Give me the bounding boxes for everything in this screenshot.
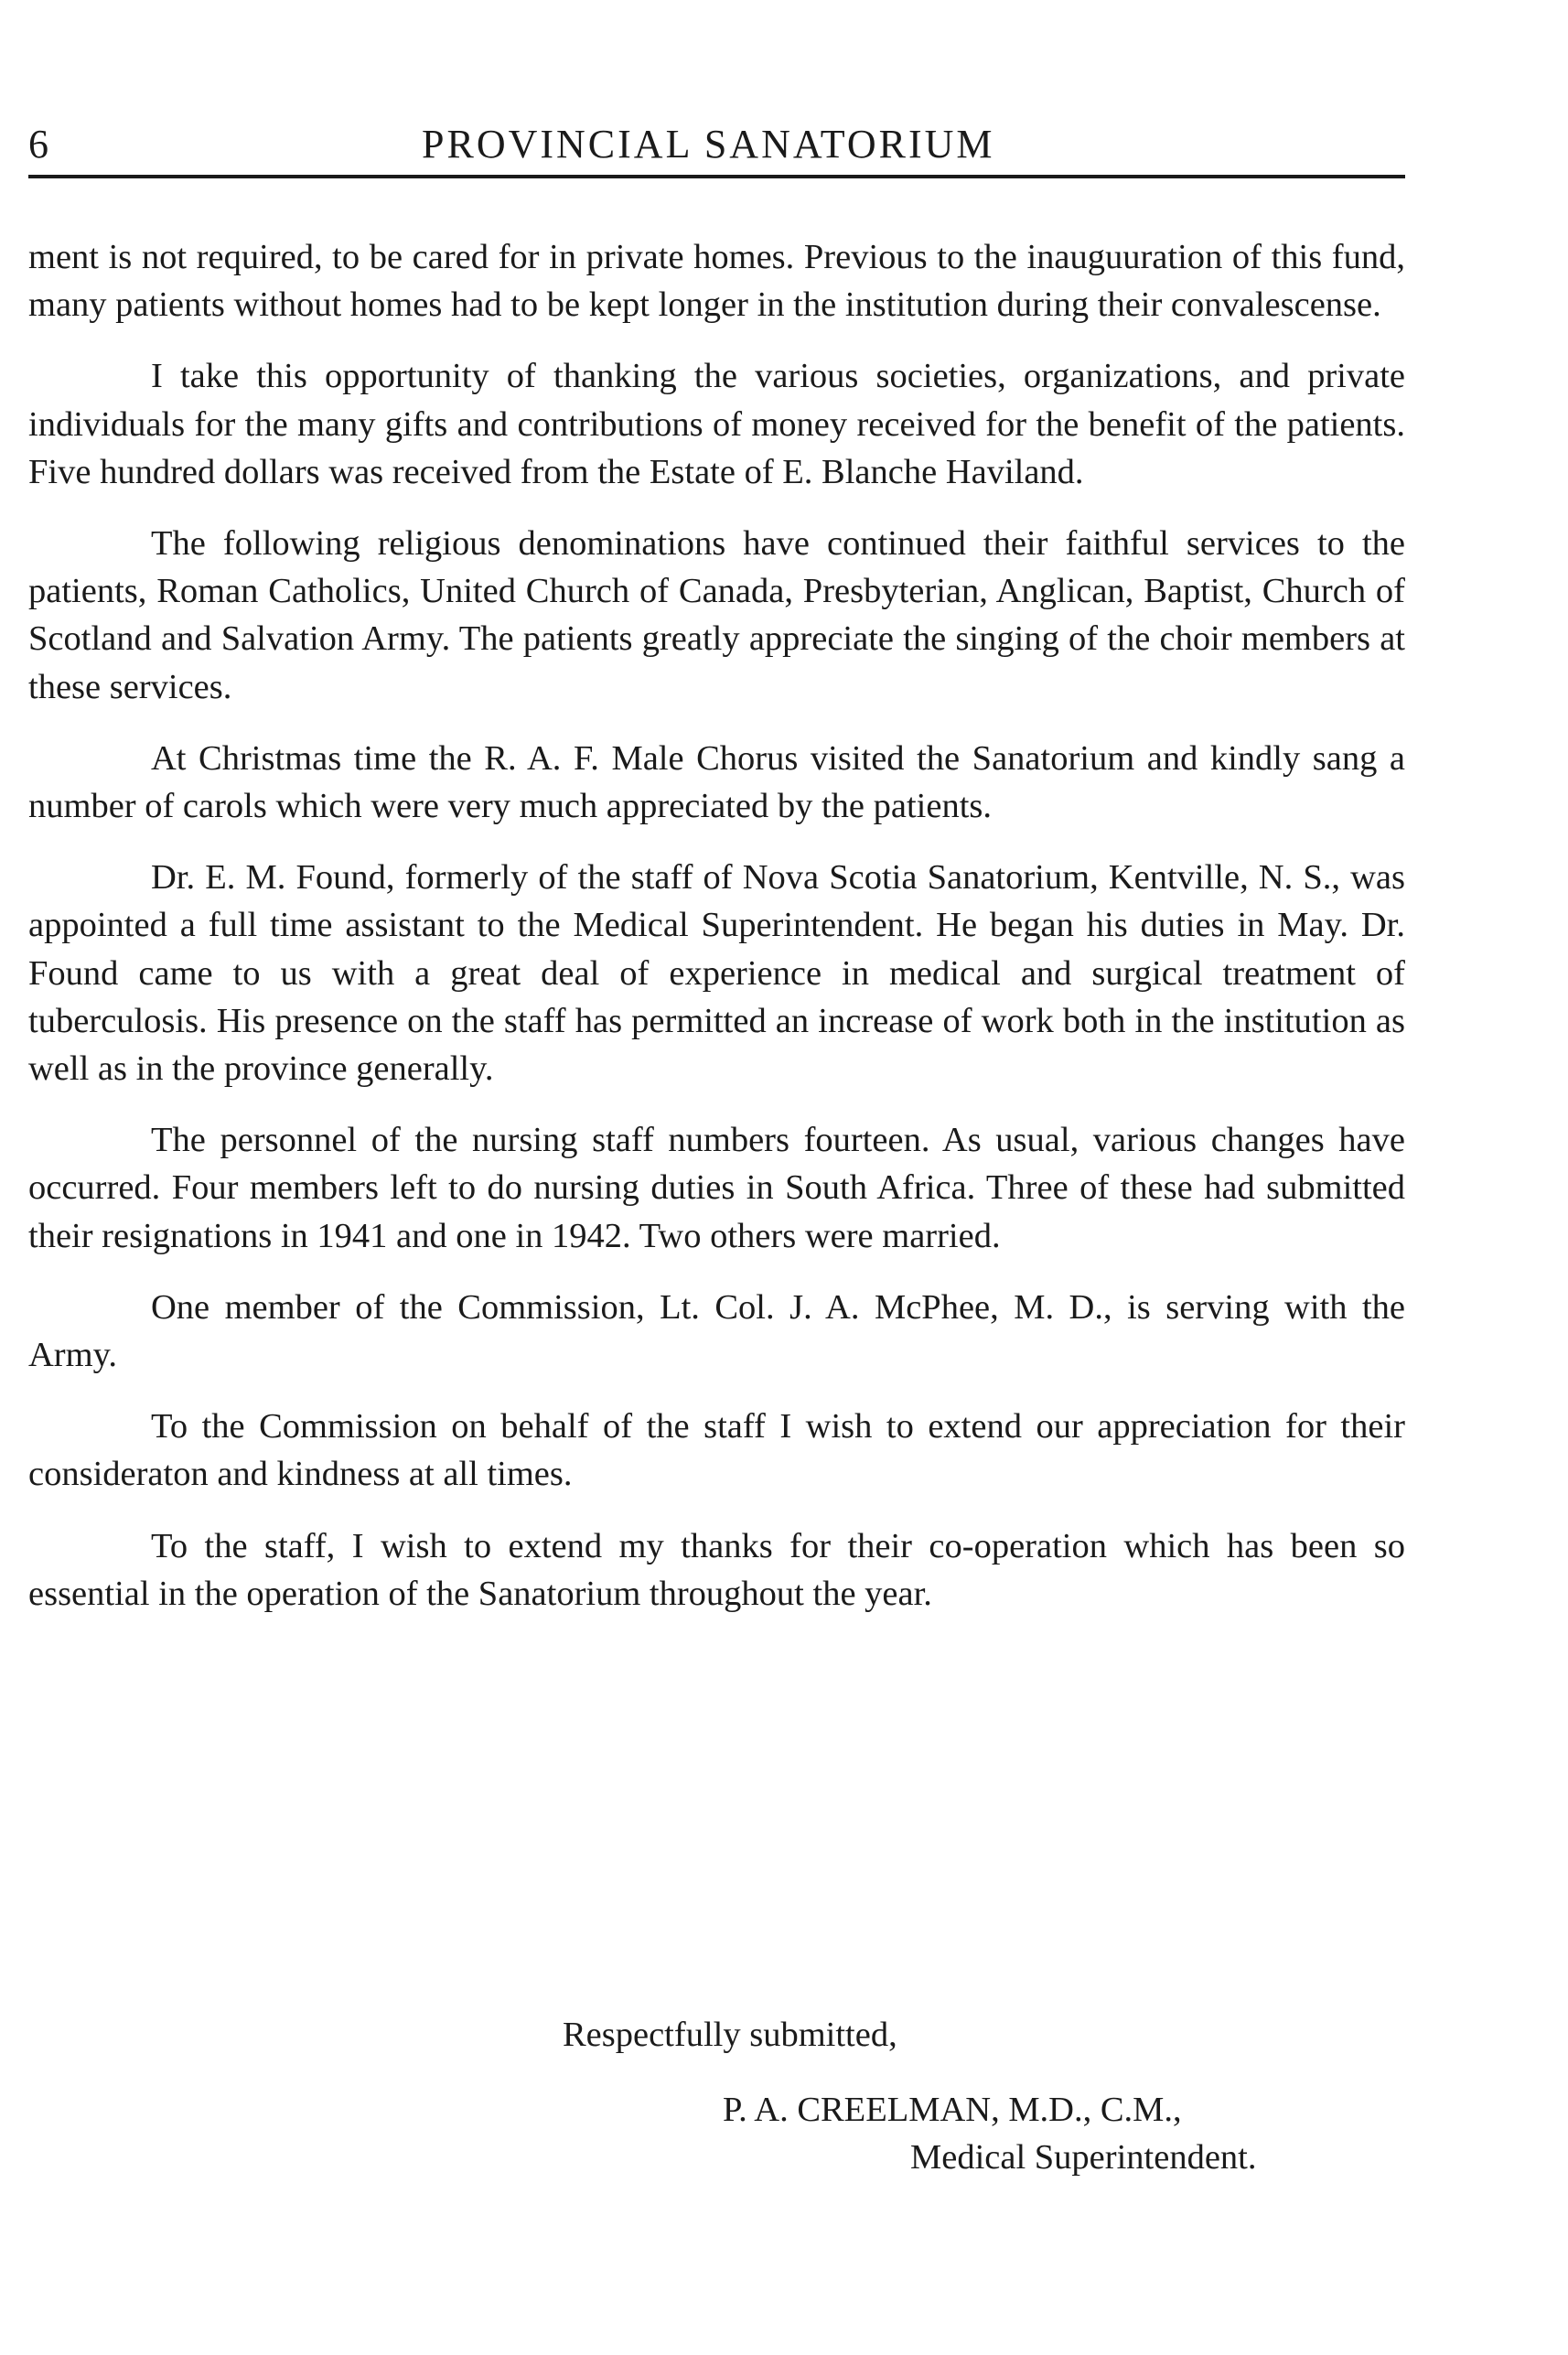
body-text [28,233,1405,1641]
running-title: PROVINCIAL SANATORIUM [422,122,995,167]
signature-name: P. A. CREELMAN, M.D., C.M., [723,2091,1182,2129]
page-header [28,117,1405,172]
header-rule [28,175,1405,178]
paragraph-dr-found: Dr. E. M. Found, formerly of the staff of Nova Scotia Sanatorium, Kentville, N. S., was appointed a full time assistant to the Medical Superintendent. He began his duties in May. Dr. Found came to us with a great deal of experience in medical and surgical treatment of tuberculosis. His presence on the staff has permitted an increase of work both in the institution as well as in the province generally. [28,858,1405,1089]
paragraph-christmas-chorus: At Christmas time the R. A. F. Male Chorus visited the Sanatorium and kindly sang a number of carols which were very much appreciated by the patients. [28,738,1405,826]
paragraph-fund-continuation: ment is not required, to be cared for in private homes. Previous to the inauguuration of this fund, many patients without homes had to be kept longer in the institution during their convalescense. [28,238,1405,325]
paragraph-commission-member: One member of the Commission, Lt. Col. J. A. McPhee, M. D., is serving with the Army. [28,1287,1405,1375]
page-number: 6 [28,122,50,167]
paragraph-nursing-staff: The personnel of the nursing staff numbers fourteen. As usual, various changes have occurred. Four members left to do nursing duties in South Africa. Three of these had submitted their resignations in 1941 and one in 1942. Two others were married. [28,1121,1405,1255]
signature-title: Medical Superintendent. [910,2138,1257,2177]
closing-salutation: Respectfully submitted, [563,2016,897,2054]
paragraph-commission-thanks: To the Commission on behalf of the staff I wish to extend our appreciation for their consideraton and kindness at all times. [28,1407,1405,1494]
paragraph-religious-services: The following religious denominations have continued their faithful services to the patients, Roman Catholics, United Church of Canada, Presbyterian, Anglican, Baptist, Church of Scotland and Salvation Army. The patients greatly appreciate the singing of the choir members at these services. [28,524,1405,706]
paragraph-staff-thanks: To the staff, I wish to extend my thanks for their co-operation which has been so essential in the operation of the Sanatorium throughout the year. [28,1526,1405,1613]
paragraph-gifts-thanks: I take this opportunity of thanking the various societies, organizations, and private individuals for the many gifts and contributions of money received for the benefit of the patients. Five hundred dollars was received from the Estate of E. Blanche Haviland. [28,357,1405,491]
